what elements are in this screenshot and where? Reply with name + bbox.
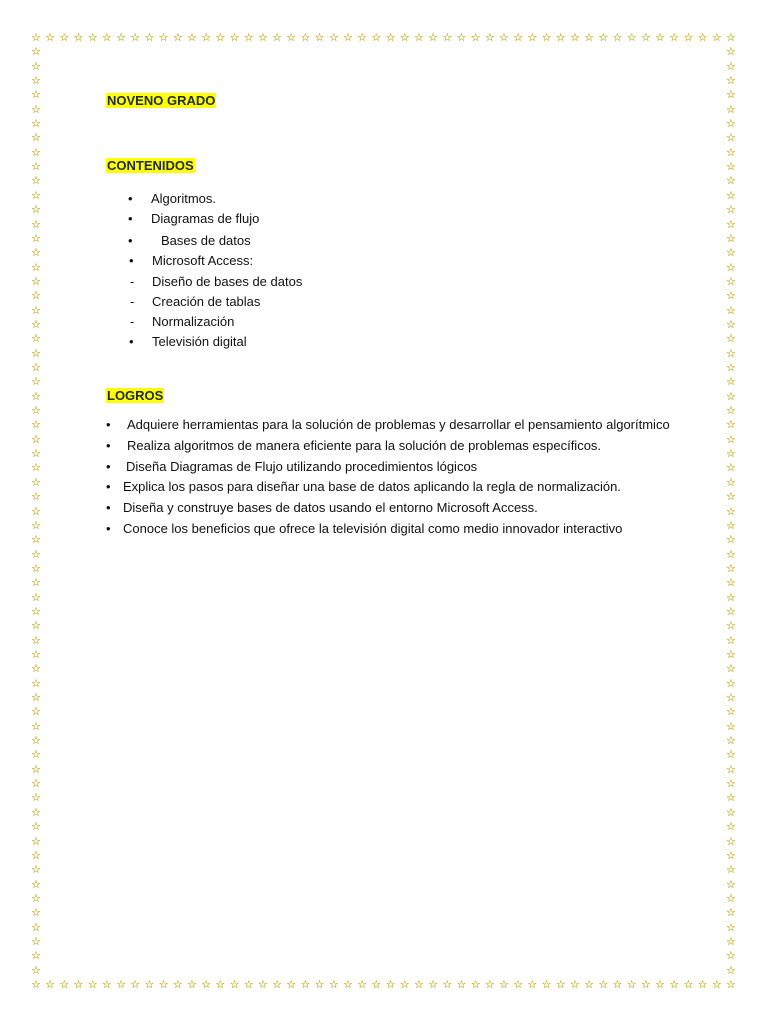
list-marker: • bbox=[129, 253, 134, 268]
star-outline-icon bbox=[45, 32, 56, 43]
star-outline-icon bbox=[31, 204, 42, 215]
star-outline-icon bbox=[726, 850, 737, 861]
star-outline-icon bbox=[698, 979, 709, 990]
star-outline-icon bbox=[286, 979, 297, 990]
star-outline-icon bbox=[570, 979, 581, 990]
list-marker: • bbox=[128, 233, 133, 248]
star-outline-icon bbox=[726, 46, 737, 57]
star-outline-icon bbox=[31, 692, 42, 703]
star-outline-icon bbox=[499, 979, 510, 990]
star-outline-icon bbox=[726, 620, 737, 631]
star-outline-icon bbox=[726, 333, 737, 344]
star-outline-icon bbox=[31, 376, 42, 387]
star-outline-icon bbox=[726, 979, 737, 990]
star-outline-icon bbox=[598, 32, 609, 43]
star-outline-icon bbox=[116, 32, 127, 43]
star-outline-icon bbox=[542, 979, 553, 990]
star-outline-icon bbox=[286, 32, 297, 43]
list-marker: • bbox=[106, 500, 111, 515]
star-outline-icon bbox=[74, 32, 85, 43]
star-outline-icon bbox=[31, 477, 42, 488]
star-outline-icon bbox=[527, 979, 538, 990]
list-item: Diagramas de flujo bbox=[151, 211, 260, 226]
star-outline-icon bbox=[726, 635, 737, 646]
star-outline-icon bbox=[343, 32, 354, 43]
star-outline-icon bbox=[357, 979, 368, 990]
star-outline-icon bbox=[726, 376, 737, 387]
list-item: Creación de tablas bbox=[152, 294, 261, 309]
star-outline-icon bbox=[31, 735, 42, 746]
star-outline-icon bbox=[442, 979, 453, 990]
star-outline-icon bbox=[31, 620, 42, 631]
list-marker: • bbox=[129, 334, 134, 349]
star-outline-icon bbox=[31, 907, 42, 918]
star-outline-icon bbox=[173, 979, 184, 990]
star-outline-icon bbox=[31, 46, 42, 57]
star-outline-icon bbox=[726, 477, 737, 488]
star-outline-icon bbox=[485, 979, 496, 990]
star-outline-icon bbox=[726, 448, 737, 459]
achievements-heading: LOGROS bbox=[107, 388, 164, 403]
star-outline-icon bbox=[31, 879, 42, 890]
star-outline-icon bbox=[31, 419, 42, 430]
list-marker: - bbox=[130, 314, 135, 329]
star-outline-icon bbox=[31, 333, 42, 344]
star-outline-icon bbox=[527, 32, 538, 43]
star-outline-icon bbox=[187, 979, 198, 990]
star-outline-icon bbox=[726, 147, 737, 158]
star-outline-icon bbox=[130, 979, 141, 990]
star-outline-icon bbox=[655, 32, 666, 43]
star-outline-icon bbox=[31, 104, 42, 115]
list-item: Microsoft Access: bbox=[152, 253, 254, 268]
star-outline-icon bbox=[31, 979, 42, 990]
star-outline-icon bbox=[726, 104, 737, 115]
star-outline-icon bbox=[726, 419, 737, 430]
star-outline-icon bbox=[641, 979, 652, 990]
star-outline-icon bbox=[726, 89, 737, 100]
star-outline-icon bbox=[31, 348, 42, 359]
star-outline-icon bbox=[244, 979, 255, 990]
star-outline-icon bbox=[31, 147, 42, 158]
star-outline-icon bbox=[726, 434, 737, 445]
star-outline-icon bbox=[315, 979, 326, 990]
star-outline-icon bbox=[726, 534, 737, 545]
list-item: Explica los pasos para diseñar una base de datos aplicando la regla de normalización. bbox=[123, 479, 621, 494]
star-outline-icon bbox=[272, 979, 283, 990]
star-outline-icon bbox=[45, 979, 56, 990]
star-outline-icon bbox=[683, 979, 694, 990]
star-outline-icon bbox=[726, 520, 737, 531]
star-outline-icon bbox=[357, 32, 368, 43]
star-outline-icon bbox=[726, 821, 737, 832]
star-outline-icon bbox=[683, 32, 694, 43]
list-marker: • bbox=[128, 191, 133, 206]
star-outline-icon bbox=[31, 592, 42, 603]
list-item: Algoritmos. bbox=[151, 191, 217, 206]
star-outline-icon bbox=[726, 749, 737, 760]
star-outline-icon bbox=[726, 190, 737, 201]
star-outline-icon bbox=[300, 979, 311, 990]
star-outline-icon bbox=[31, 290, 42, 301]
star-outline-icon bbox=[215, 32, 226, 43]
list-marker: • bbox=[106, 521, 111, 536]
star-outline-icon bbox=[31, 649, 42, 660]
star-outline-icon bbox=[726, 879, 737, 890]
star-outline-icon bbox=[31, 175, 42, 186]
list-item: Realiza algoritmos de manera eficiente para la solución de problemas específicos. bbox=[127, 438, 602, 453]
star-outline-icon bbox=[726, 563, 737, 574]
star-outline-icon bbox=[627, 32, 638, 43]
star-outline-icon bbox=[74, 979, 85, 990]
star-outline-icon bbox=[726, 936, 737, 947]
star-outline-icon bbox=[31, 836, 42, 847]
star-outline-icon bbox=[726, 233, 737, 244]
star-outline-icon bbox=[31, 32, 42, 43]
list-item: Diseña y construye bases de datos usando el entorno Microsoft Access. bbox=[123, 500, 538, 515]
list-marker: - bbox=[130, 274, 135, 289]
star-outline-icon bbox=[726, 721, 737, 732]
star-outline-icon bbox=[513, 32, 524, 43]
star-outline-icon bbox=[31, 950, 42, 961]
star-outline-icon bbox=[726, 491, 737, 502]
star-outline-icon bbox=[173, 32, 184, 43]
contents-heading: CONTENIDOS bbox=[107, 158, 194, 173]
star-outline-icon bbox=[726, 778, 737, 789]
star-outline-icon bbox=[102, 32, 113, 43]
star-outline-icon bbox=[613, 32, 624, 43]
star-outline-icon bbox=[726, 348, 737, 359]
star-outline-icon bbox=[144, 32, 155, 43]
star-outline-icon bbox=[215, 979, 226, 990]
star-outline-icon bbox=[386, 32, 397, 43]
star-outline-icon bbox=[726, 577, 737, 588]
list-item: Conoce los beneficios que ofrece la televisión digital como medio innovador interactivo bbox=[123, 521, 623, 536]
star-outline-icon bbox=[712, 979, 723, 990]
star-outline-icon bbox=[144, 979, 155, 990]
star-outline-icon bbox=[329, 979, 340, 990]
star-outline-icon bbox=[31, 362, 42, 373]
star-outline-icon bbox=[428, 32, 439, 43]
list-marker: • bbox=[128, 211, 133, 226]
star-outline-icon bbox=[584, 979, 595, 990]
star-outline-icon bbox=[31, 391, 42, 402]
star-outline-icon bbox=[726, 391, 737, 402]
star-outline-icon bbox=[300, 32, 311, 43]
star-outline-icon bbox=[485, 32, 496, 43]
star-outline-icon bbox=[31, 549, 42, 560]
star-outline-icon bbox=[31, 663, 42, 674]
star-outline-icon bbox=[726, 219, 737, 230]
star-outline-icon bbox=[726, 807, 737, 818]
star-outline-icon bbox=[570, 32, 581, 43]
star-outline-icon bbox=[726, 506, 737, 517]
list-marker: • bbox=[106, 417, 111, 432]
star-outline-icon bbox=[31, 132, 42, 143]
list-marker: • bbox=[106, 459, 111, 474]
star-outline-icon bbox=[258, 979, 269, 990]
star-outline-icon bbox=[31, 678, 42, 689]
star-outline-icon bbox=[31, 247, 42, 258]
star-outline-icon bbox=[102, 979, 113, 990]
star-outline-icon bbox=[726, 764, 737, 775]
star-outline-icon bbox=[542, 32, 553, 43]
list-marker: - bbox=[130, 294, 135, 309]
star-outline-icon bbox=[31, 764, 42, 775]
star-outline-icon bbox=[343, 979, 354, 990]
star-outline-icon bbox=[669, 32, 680, 43]
star-outline-icon bbox=[726, 663, 737, 674]
star-outline-icon bbox=[31, 305, 42, 316]
star-outline-icon bbox=[726, 678, 737, 689]
star-outline-icon bbox=[31, 75, 42, 86]
list-item: Televisión digital bbox=[152, 334, 247, 349]
star-outline-icon bbox=[31, 319, 42, 330]
star-outline-icon bbox=[726, 864, 737, 875]
star-outline-icon bbox=[31, 534, 42, 545]
star-outline-icon bbox=[130, 32, 141, 43]
star-outline-icon bbox=[726, 132, 737, 143]
star-outline-icon bbox=[31, 233, 42, 244]
star-outline-icon bbox=[726, 276, 737, 287]
star-outline-icon bbox=[59, 32, 70, 43]
star-outline-icon bbox=[726, 549, 737, 560]
star-outline-icon bbox=[457, 979, 468, 990]
list-marker: • bbox=[106, 479, 111, 494]
star-outline-icon bbox=[88, 979, 99, 990]
star-outline-icon bbox=[414, 979, 425, 990]
star-outline-icon bbox=[31, 721, 42, 732]
star-outline-icon bbox=[655, 979, 666, 990]
star-outline-icon bbox=[31, 262, 42, 273]
star-outline-icon bbox=[59, 979, 70, 990]
star-outline-icon bbox=[31, 749, 42, 760]
star-outline-icon bbox=[726, 75, 737, 86]
star-outline-icon bbox=[31, 792, 42, 803]
star-outline-icon bbox=[513, 979, 524, 990]
star-outline-icon bbox=[31, 936, 42, 947]
star-outline-icon bbox=[726, 204, 737, 215]
star-outline-icon bbox=[726, 706, 737, 717]
star-outline-icon bbox=[726, 305, 737, 316]
star-outline-icon bbox=[726, 32, 737, 43]
list-item: Diseño de bases de datos bbox=[152, 274, 303, 289]
star-outline-icon bbox=[726, 735, 737, 746]
star-outline-icon bbox=[31, 276, 42, 287]
star-outline-icon bbox=[31, 965, 42, 976]
list-item: Adquiere herramientas para la solución de problemas y desarrollar el pensamiento algorítmico bbox=[127, 417, 670, 432]
star-outline-icon bbox=[726, 175, 737, 186]
star-outline-icon bbox=[726, 61, 737, 72]
star-outline-icon bbox=[627, 979, 638, 990]
star-outline-icon bbox=[31, 219, 42, 230]
star-outline-icon bbox=[726, 606, 737, 617]
list-item: Bases de datos bbox=[161, 233, 251, 248]
star-outline-icon bbox=[159, 979, 170, 990]
star-outline-icon bbox=[613, 979, 624, 990]
star-outline-icon bbox=[31, 807, 42, 818]
star-outline-icon bbox=[598, 979, 609, 990]
star-outline-icon bbox=[584, 32, 595, 43]
star-outline-icon bbox=[88, 32, 99, 43]
star-outline-icon bbox=[386, 979, 397, 990]
star-outline-icon bbox=[726, 692, 737, 703]
star-outline-icon bbox=[31, 61, 42, 72]
star-outline-icon bbox=[556, 32, 567, 43]
star-outline-icon bbox=[457, 32, 468, 43]
star-outline-icon bbox=[31, 635, 42, 646]
star-outline-icon bbox=[371, 32, 382, 43]
star-outline-icon bbox=[726, 836, 737, 847]
star-outline-icon bbox=[201, 979, 212, 990]
star-outline-icon bbox=[726, 922, 737, 933]
star-outline-icon bbox=[315, 32, 326, 43]
star-outline-icon bbox=[31, 922, 42, 933]
star-outline-icon bbox=[726, 649, 737, 660]
star-outline-icon bbox=[329, 32, 340, 43]
star-outline-icon bbox=[31, 706, 42, 717]
star-outline-icon bbox=[116, 979, 127, 990]
star-outline-icon bbox=[201, 32, 212, 43]
star-outline-icon bbox=[230, 32, 241, 43]
star-outline-icon bbox=[31, 606, 42, 617]
star-outline-icon bbox=[31, 161, 42, 172]
grade-heading: NOVENO GRADO bbox=[107, 93, 216, 108]
star-outline-icon bbox=[726, 262, 737, 273]
star-outline-icon bbox=[726, 290, 737, 301]
star-outline-icon bbox=[726, 950, 737, 961]
star-outline-icon bbox=[31, 864, 42, 875]
star-outline-icon bbox=[31, 190, 42, 201]
star-outline-icon bbox=[726, 965, 737, 976]
star-outline-icon bbox=[726, 592, 737, 603]
star-outline-icon bbox=[712, 32, 723, 43]
star-outline-icon bbox=[31, 506, 42, 517]
star-outline-icon bbox=[31, 405, 42, 416]
star-outline-icon bbox=[726, 362, 737, 373]
list-item: Diseña Diagramas de Flujo utilizando procedimientos lógicos bbox=[126, 459, 478, 474]
star-outline-icon bbox=[31, 520, 42, 531]
star-outline-icon bbox=[187, 32, 198, 43]
star-outline-icon bbox=[471, 32, 482, 43]
star-outline-icon bbox=[641, 32, 652, 43]
star-outline-icon bbox=[471, 979, 482, 990]
star-outline-icon bbox=[400, 32, 411, 43]
star-outline-icon bbox=[726, 247, 737, 258]
star-outline-icon bbox=[31, 118, 42, 129]
star-outline-icon bbox=[726, 161, 737, 172]
star-outline-icon bbox=[31, 491, 42, 502]
star-outline-icon bbox=[669, 979, 680, 990]
star-outline-icon bbox=[31, 434, 42, 445]
star-outline-icon bbox=[31, 448, 42, 459]
star-outline-icon bbox=[31, 577, 42, 588]
star-outline-icon bbox=[726, 319, 737, 330]
star-outline-icon bbox=[428, 979, 439, 990]
star-outline-icon bbox=[556, 979, 567, 990]
star-outline-icon bbox=[698, 32, 709, 43]
star-outline-icon bbox=[726, 405, 737, 416]
star-outline-icon bbox=[442, 32, 453, 43]
star-outline-icon bbox=[371, 979, 382, 990]
list-item: Normalización bbox=[152, 314, 235, 329]
star-outline-icon bbox=[31, 462, 42, 473]
star-outline-icon bbox=[31, 850, 42, 861]
list-marker: • bbox=[106, 438, 111, 453]
star-outline-icon bbox=[726, 462, 737, 473]
star-outline-icon bbox=[244, 32, 255, 43]
star-outline-icon bbox=[31, 893, 42, 904]
star-outline-icon bbox=[159, 32, 170, 43]
star-outline-icon bbox=[258, 32, 269, 43]
star-outline-icon bbox=[726, 118, 737, 129]
star-outline-icon bbox=[726, 907, 737, 918]
star-outline-icon bbox=[31, 778, 42, 789]
star-outline-icon bbox=[499, 32, 510, 43]
star-outline-icon bbox=[726, 893, 737, 904]
star-outline-icon bbox=[400, 979, 411, 990]
star-outline-icon bbox=[272, 32, 283, 43]
star-outline-icon bbox=[31, 89, 42, 100]
star-outline-icon bbox=[230, 979, 241, 990]
star-outline-icon bbox=[726, 792, 737, 803]
star-outline-icon bbox=[31, 563, 42, 574]
star-outline-icon bbox=[414, 32, 425, 43]
star-outline-icon bbox=[31, 821, 42, 832]
